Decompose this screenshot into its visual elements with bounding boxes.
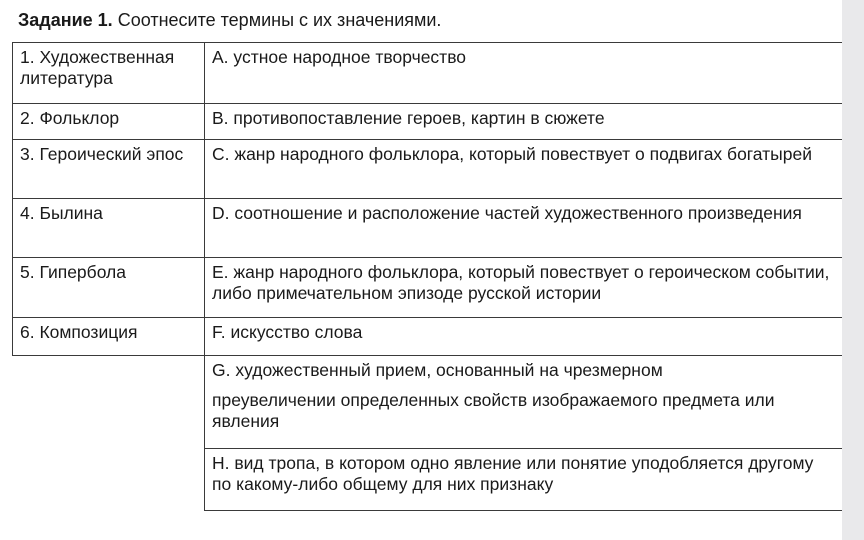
- term-cell: 2. Фольклор: [20, 108, 120, 128]
- definition-cell: D. соотношение и расположение частей художественного произведения: [212, 203, 802, 223]
- definition-cell: F. искусство слова: [212, 322, 363, 342]
- definition-cell: [205, 356, 837, 448]
- definition-cell: B. противопоставление героев, картин в сюжете: [212, 108, 605, 128]
- definition-cell: C. жанр народного фольклора, который повествует о подвигах богатырей: [212, 144, 812, 164]
- page-edge: [842, 0, 864, 540]
- task-heading: [18, 8, 441, 32]
- term-cell: 3. Героический эпос: [20, 144, 184, 164]
- term-cell: 1. Художественная литература: [20, 47, 175, 88]
- definition-cell: E. жанр народного фольклора, который повествует о героическом событии, либо примечательном эпизоде русской истории: [212, 262, 830, 303]
- definition-cell: H. вид тропа, в котором одно явление или понятие уподобляется другому по какому-либо общему для них признаку: [212, 453, 814, 494]
- definition-text-continued: преувеличении определенных свойств изображаемого предмета или явления: [212, 390, 775, 431]
- term-cell: 6. Композиция: [20, 322, 138, 342]
- task-label: Задание 1.: [18, 10, 113, 30]
- definition-cell: A. устное народное творчество: [212, 47, 467, 67]
- term-cell: 5. Гипербола: [20, 262, 126, 282]
- table-border-bottom: [204, 510, 842, 511]
- term-cell: 4. Былина: [20, 203, 103, 223]
- definition-text: G. художественный прием, основанный на чрезмерном: [212, 360, 663, 380]
- task-instruction: Соотнесите термины с их значениями.: [117, 10, 442, 30]
